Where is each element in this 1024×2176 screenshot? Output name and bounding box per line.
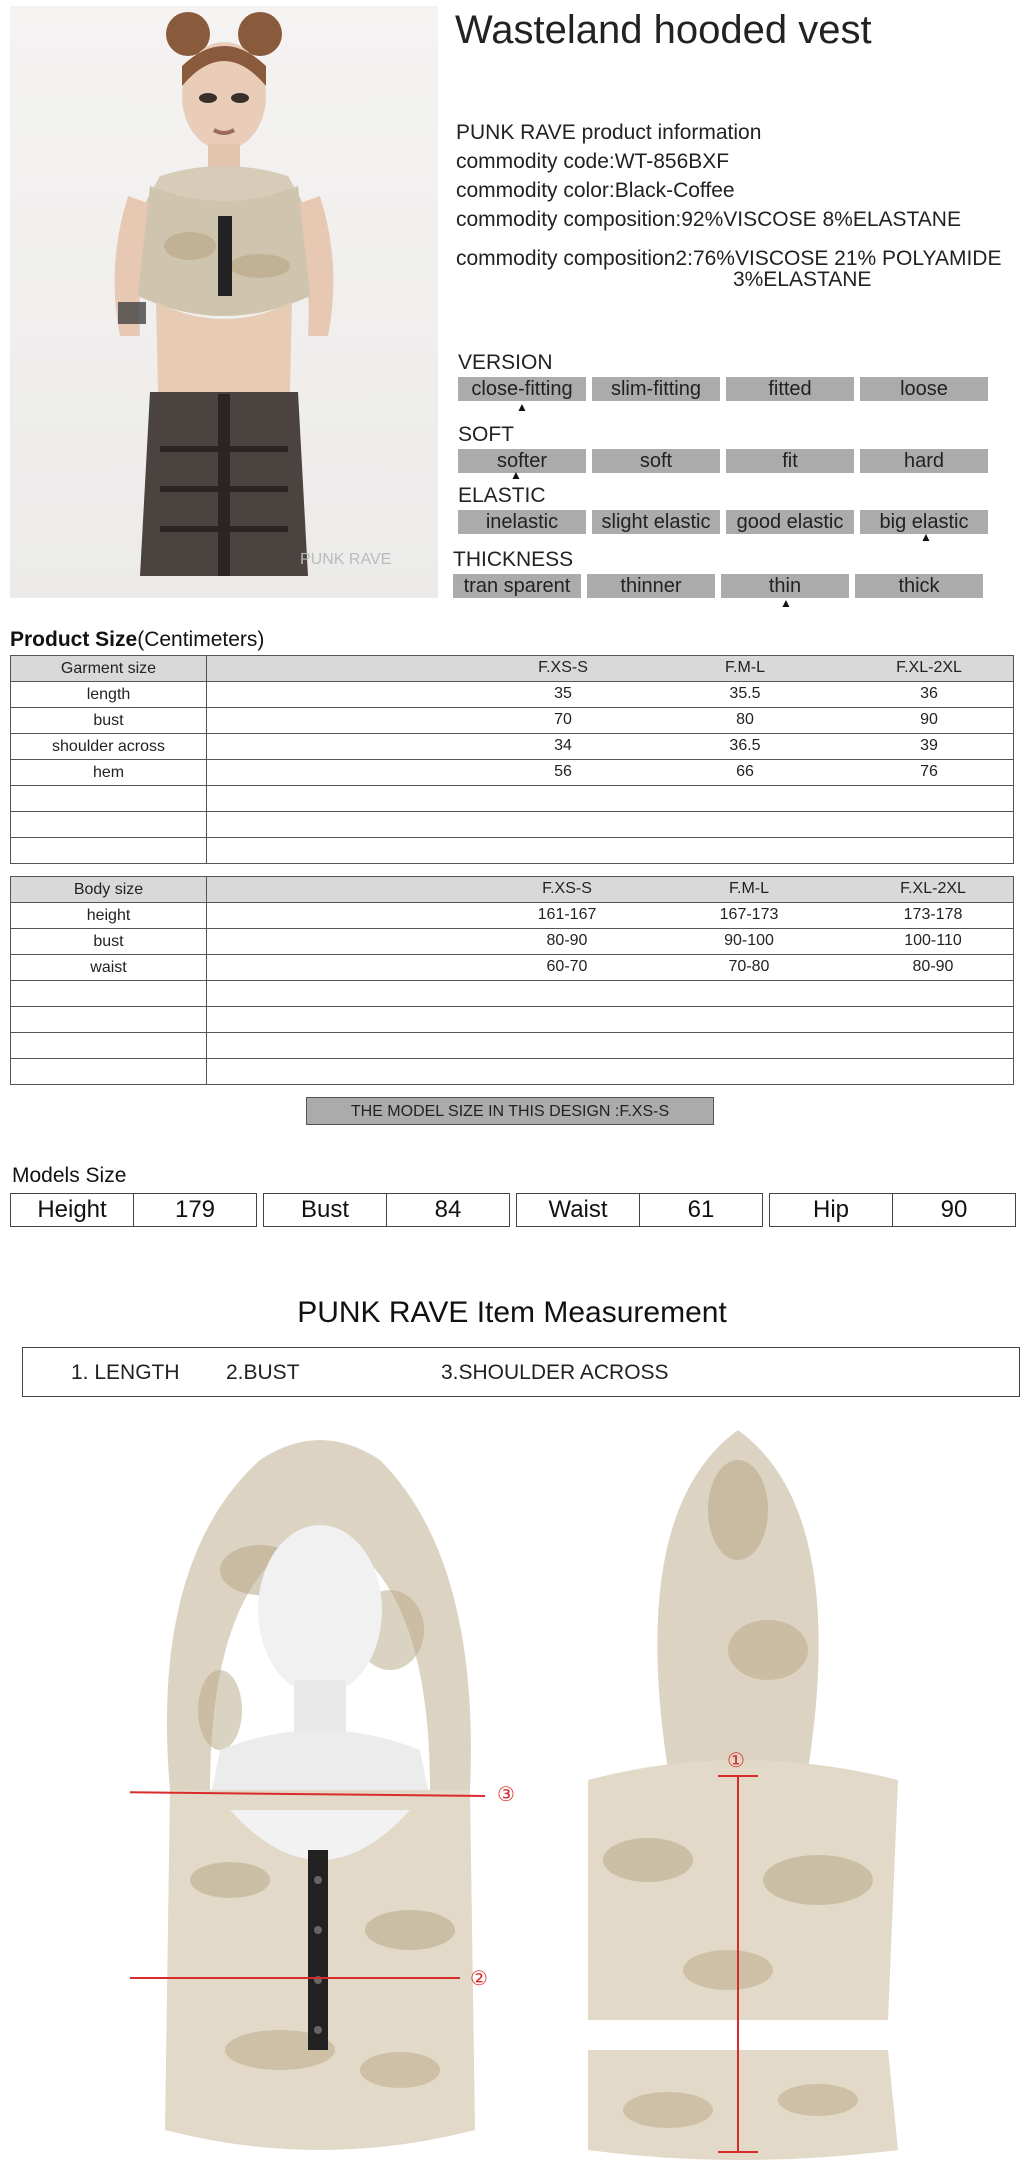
cell-value: 39 [920, 737, 938, 754]
composition2-row [456, 244, 1001, 290]
marker-shoulder: ③ [497, 1784, 515, 1806]
thickness-option: thick [855, 574, 983, 598]
empty-row [11, 838, 1014, 864]
row-label: bust [11, 929, 207, 955]
model-measure-value: 90 [892, 1194, 1015, 1226]
model-size-note: THE MODEL SIZE IN THIS DESIGN :F.XS-S [306, 1097, 714, 1125]
composition2-line1: 76%VISCOSE 21% POLYAMIDE [692, 247, 1002, 270]
model-bust-cell [263, 1193, 510, 1227]
empty-row [11, 1007, 1014, 1033]
empty-row [11, 1033, 1014, 1059]
code-label: commodity code: [456, 150, 615, 173]
elastic-option: inelastic [458, 510, 586, 534]
row-label: length [11, 682, 207, 708]
garment-size-table [10, 655, 1014, 864]
soft-option: fit [726, 449, 854, 473]
cell-value: 90 [920, 711, 938, 728]
table-row [11, 760, 1014, 786]
table-row [11, 903, 1014, 929]
cell-value: 66 [736, 763, 754, 780]
soft-option: softer [458, 449, 586, 473]
thickness-option: thinner [587, 574, 715, 598]
model-measure-label: Waist [548, 1196, 608, 1223]
composition-label: commodity composition: [456, 208, 682, 231]
elastic-option: slight elastic [592, 510, 720, 534]
version-option: close-fitting [458, 377, 586, 401]
empty-row [11, 981, 1014, 1007]
table-header-row [11, 877, 1014, 903]
model-height-cell [10, 1193, 257, 1227]
thickness-option: tran sparent [453, 574, 581, 598]
thickness-option: thin [721, 574, 849, 598]
elastic-title: ELASTIC [458, 484, 546, 507]
elastic-selected-marker: ▲ [920, 530, 932, 544]
photo-watermark: PUNK RAVE [300, 551, 392, 568]
row-label: height [11, 903, 207, 929]
table-header-cell: F.M-L [729, 880, 769, 897]
table-header-cell: F.XL-2XL [900, 880, 966, 897]
thickness-selected-marker: ▲ [780, 596, 792, 610]
cell-value: 76 [920, 763, 938, 780]
cell-value: 167-173 [719, 906, 779, 923]
soft-title: SOFT [458, 423, 514, 446]
thickness-scale [453, 548, 983, 598]
cell-value: 70 [554, 711, 572, 728]
cell-value: 35.5 [729, 685, 761, 702]
info-heading: PUNK RAVE product information [456, 121, 762, 144]
measurement-title: PUNK RAVE Item Measurement [297, 1296, 727, 1329]
model-photo [10, 6, 438, 598]
model-measure-label: Height [37, 1196, 107, 1223]
version-scale [458, 351, 988, 401]
cell-value: 60-70 [546, 958, 588, 975]
table-header-cell: F.M-L [725, 659, 765, 676]
cell-value: 36 [920, 685, 938, 702]
code-row [456, 147, 1001, 176]
version-option: slim-fitting [592, 377, 720, 401]
composition-value: 92%VISCOSE 8%ELASTANE [681, 208, 961, 231]
table-header-cell: Body size [11, 877, 207, 903]
cell-value: 70-80 [728, 958, 770, 975]
empty-row [11, 812, 1014, 838]
version-option: fitted [726, 377, 854, 401]
composition-row [456, 205, 1001, 234]
cell-value: 80 [736, 711, 754, 728]
version-selected-marker: ▲ [516, 400, 528, 414]
row-label: shoulder across [11, 734, 207, 760]
body-size-table [10, 876, 1014, 1085]
cell-value: 100-110 [904, 932, 962, 949]
marker-bust: ② [470, 1968, 488, 1990]
composition2-label: commodity composition2: [456, 247, 693, 270]
model-measure-value: 84 [386, 1194, 509, 1226]
garment-front-illustration [130, 1410, 510, 2160]
soft-option: hard [860, 449, 988, 473]
version-title: VERSION [458, 351, 553, 374]
row-label: hem [11, 760, 207, 786]
cell-value: 34 [554, 737, 572, 754]
cell-value: 161-167 [537, 906, 597, 923]
cell-value: 80-90 [912, 958, 954, 975]
table-row [11, 734, 1014, 760]
color-value: Black-Coffee [614, 179, 735, 202]
row-label: bust [11, 708, 207, 734]
models-size-title: Models Size [12, 1164, 127, 1187]
color-label: commodity color: [456, 179, 615, 202]
empty-row [11, 786, 1014, 812]
product-size-title-bold: Product Size [10, 628, 138, 651]
table-header-cell: F.XS-S [538, 659, 588, 676]
cell-value: 90-100 [724, 932, 774, 949]
measurement-legend [22, 1347, 1020, 1397]
version-option: loose [860, 377, 988, 401]
model-illustration [10, 6, 438, 598]
table-row [11, 682, 1014, 708]
garment-back-view [568, 1410, 918, 2165]
model-measure-value: 179 [133, 1194, 256, 1226]
row-label: waist [11, 955, 207, 981]
elastic-option: big elastic [860, 510, 988, 534]
garment-back-illustration [568, 1410, 918, 2160]
cell-value: 36.5 [729, 737, 761, 754]
composition2-value [693, 248, 1002, 290]
model-measure-label: Bust [300, 1196, 350, 1223]
soft-selected-marker: ▲ [510, 468, 522, 482]
table-header-cell: Garment size [11, 656, 207, 682]
composition2-line2: 3%ELASTANE [732, 268, 872, 291]
soft-scale [458, 423, 988, 473]
legend-shoulder: 3.SHOULDER ACROSS [441, 1361, 669, 1384]
soft-option: soft [592, 449, 720, 473]
garment-front-view [130, 1410, 515, 2165]
model-hip-cell [769, 1193, 1016, 1227]
models-size-row [10, 1193, 1016, 1227]
model-measure-label: Hip [812, 1196, 849, 1223]
legend-bust: 2.BUST [226, 1361, 300, 1384]
product-title: Wasteland hooded vest [455, 8, 872, 52]
product-info [456, 118, 1001, 290]
product-size-title [10, 628, 264, 652]
empty-row [11, 1059, 1014, 1085]
model-waist-cell [516, 1193, 763, 1227]
legend-length: 1. LENGTH [71, 1361, 180, 1384]
cell-value: 80-90 [546, 932, 588, 949]
table-header-cell: F.XL-2XL [896, 659, 962, 676]
cell-value: 56 [554, 763, 572, 780]
marker-length: ① [727, 1750, 745, 1772]
elastic-option: good elastic [726, 510, 854, 534]
table-header-cell: F.XS-S [542, 880, 592, 897]
cell-value: 173-178 [903, 906, 963, 923]
model-measure-value: 61 [639, 1194, 762, 1226]
table-row [11, 929, 1014, 955]
thickness-title: THICKNESS [453, 548, 574, 571]
table-row [11, 708, 1014, 734]
product-size-title-unit: (Centimeters) [137, 628, 265, 651]
cell-value: 35 [554, 685, 572, 702]
table-row [11, 955, 1014, 981]
color-row [456, 176, 1001, 205]
elastic-scale [458, 484, 988, 534]
table-header-row [11, 656, 1014, 682]
code-value: WT-856BXF [614, 150, 730, 173]
